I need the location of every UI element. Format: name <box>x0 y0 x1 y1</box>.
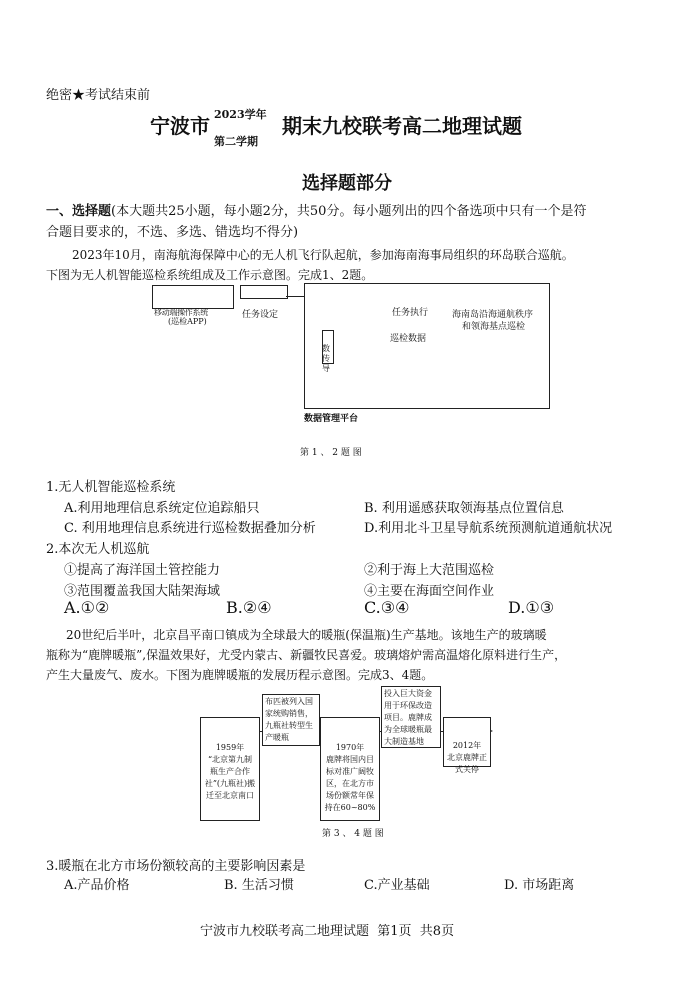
year-2012: 2012年 <box>452 741 482 750</box>
platform-label: 数据管理平台 <box>304 414 359 424</box>
text-2012: 北京鹿牌正式关停 <box>447 753 487 774</box>
q1-option-c: C. 利用地理信息系统进行巡检数据叠加分析 <box>64 521 316 536</box>
page-title: 期末九校联考高二地理试题 <box>282 114 522 138</box>
text-top2: 投入巨大资金用于环保改造项目。鹿牌成为全球暖瓶最大制造基地 <box>384 689 432 746</box>
page-footer: 宁波市九校联考高二地理试题 第1页 共8页 <box>200 924 455 939</box>
mobile-terminal-label: 移动端操作系统 <box>154 308 208 317</box>
year-1959: 1959年 <box>215 743 245 752</box>
task-exec-label: 任务执行 <box>392 308 429 318</box>
passage2-line3: 产生大量废气、废水。下图为鹿牌暖瓶的发展历程示意图。完成3、4题。 <box>46 668 434 682</box>
passage2-line2: 瓶称为“鹿牌暖瓶”,保温效果好，尤受内蒙古、新疆牧民喜爱。玻璃熔炉需高温熔化原料进行生产， <box>46 648 567 662</box>
q2-statement-3: ③范围覆盖我国大陆架海域 <box>64 584 221 599</box>
passage2-line1: 20世纪后半叶，北京昌平南口镇成为全球最大的暖瓶(保温瓶)生产基地。该地生产的玻璃暖 <box>66 628 547 642</box>
text-top1: 布匹被列入国家统购销售，九瓶社转型生产暖瓶 <box>265 697 313 742</box>
mobile-terminal-sublabel: (巡检APP) <box>168 317 207 326</box>
q3-option-b: B. 生活习惯 <box>224 878 294 893</box>
q2-option-c: C.③④ <box>364 598 410 617</box>
q2-option-b: B.②④ <box>226 598 272 617</box>
timeline-box-top1 <box>262 694 320 746</box>
q1-option-a: A.利用地理信息系统定位追踪船只 <box>64 501 260 516</box>
mobile-terminal-box <box>152 285 234 309</box>
text-1970: 鹿牌将国内目标对准广阔牧区，在北方市场份额常年保持在60~80% <box>324 755 376 812</box>
secret-mark: 绝密★考试结束前 <box>46 88 151 103</box>
section-title: 选择题部分 <box>302 173 392 194</box>
platform-frame <box>304 283 550 409</box>
data-link-label: 数 传 导 <box>322 344 330 373</box>
q3-option-c: C.产业基础 <box>364 878 430 893</box>
text-1959: “北京第九制瓶生产合作社”(九瓶社)搬迁至北京南口 <box>204 755 256 800</box>
year-1970: 1970年 <box>335 743 365 752</box>
q2-statement-4: ④主要在海面空间作业 <box>364 584 495 599</box>
connector-line <box>286 296 304 297</box>
part1-instruction-line1: 一、选择题(本大题共25小题，每小题2分，共50分。每小题列出的四个备选项中只有一个是符 <box>46 204 587 219</box>
q2-option-a: A.①② <box>64 598 110 617</box>
timeline-box-2012 <box>443 717 491 774</box>
task-setting-label: 任务设定 <box>242 310 279 320</box>
passage1-line2: 下图为无人机智能巡检系统组成及工作示意图。完成1、2题。 <box>46 268 374 282</box>
q2-option-d: D.①③ <box>508 598 555 617</box>
figure-2-caption: 第 3 、 4 题 图 <box>322 829 384 839</box>
figure-1-caption: 第 1 、 2 题 图 <box>300 448 362 458</box>
part1-instruction-line2: 合题目要求的，不选、多选、错选均不得分) <box>46 225 299 240</box>
q3-option-d: D. 市场距离 <box>504 878 575 893</box>
q3-option-a: A.产品价格 <box>64 878 130 893</box>
hainan-label-line1: 海南岛沿海通航秩序 <box>452 310 534 320</box>
title-term: 第二学期 <box>214 135 258 148</box>
inspect-data-label: 巡检数据 <box>390 334 427 344</box>
hainan-label-line2: 和领海基点巡检 <box>462 322 526 332</box>
title-city: 宁波市 <box>150 114 210 138</box>
q1-option-d: D.利用北斗卫星导航系统预测航道通航状况 <box>364 521 613 536</box>
q2-statement-2: ②利于海上大范围巡检 <box>364 563 495 578</box>
title-year: 2023学年 <box>214 108 267 121</box>
task-setting-box <box>240 285 288 299</box>
part1-label: 一、选择题 <box>46 204 112 219</box>
passage1-line1: 2023年10月，南海航海保障中心的无人机飞行队起航，参加海南海事局组织的环岛联合巡航。 <box>72 248 574 262</box>
timeline-box-1959 <box>200 717 260 821</box>
q1-option-b: B. 利用遥感获取领海基点位置信息 <box>364 501 564 516</box>
q1-stem: 1.无人机智能巡检系统 <box>46 480 176 495</box>
q3-stem: 3.暖瓶在北方市场份额较高的主要影响因素是 <box>46 859 306 874</box>
timeline-box-top2 <box>381 686 441 748</box>
timeline-box-1970 <box>320 717 380 821</box>
q2-stem: 2.本次无人机巡航 <box>46 542 150 557</box>
q2-statement-1: ①提高了海洋国土管控能力 <box>64 563 221 578</box>
